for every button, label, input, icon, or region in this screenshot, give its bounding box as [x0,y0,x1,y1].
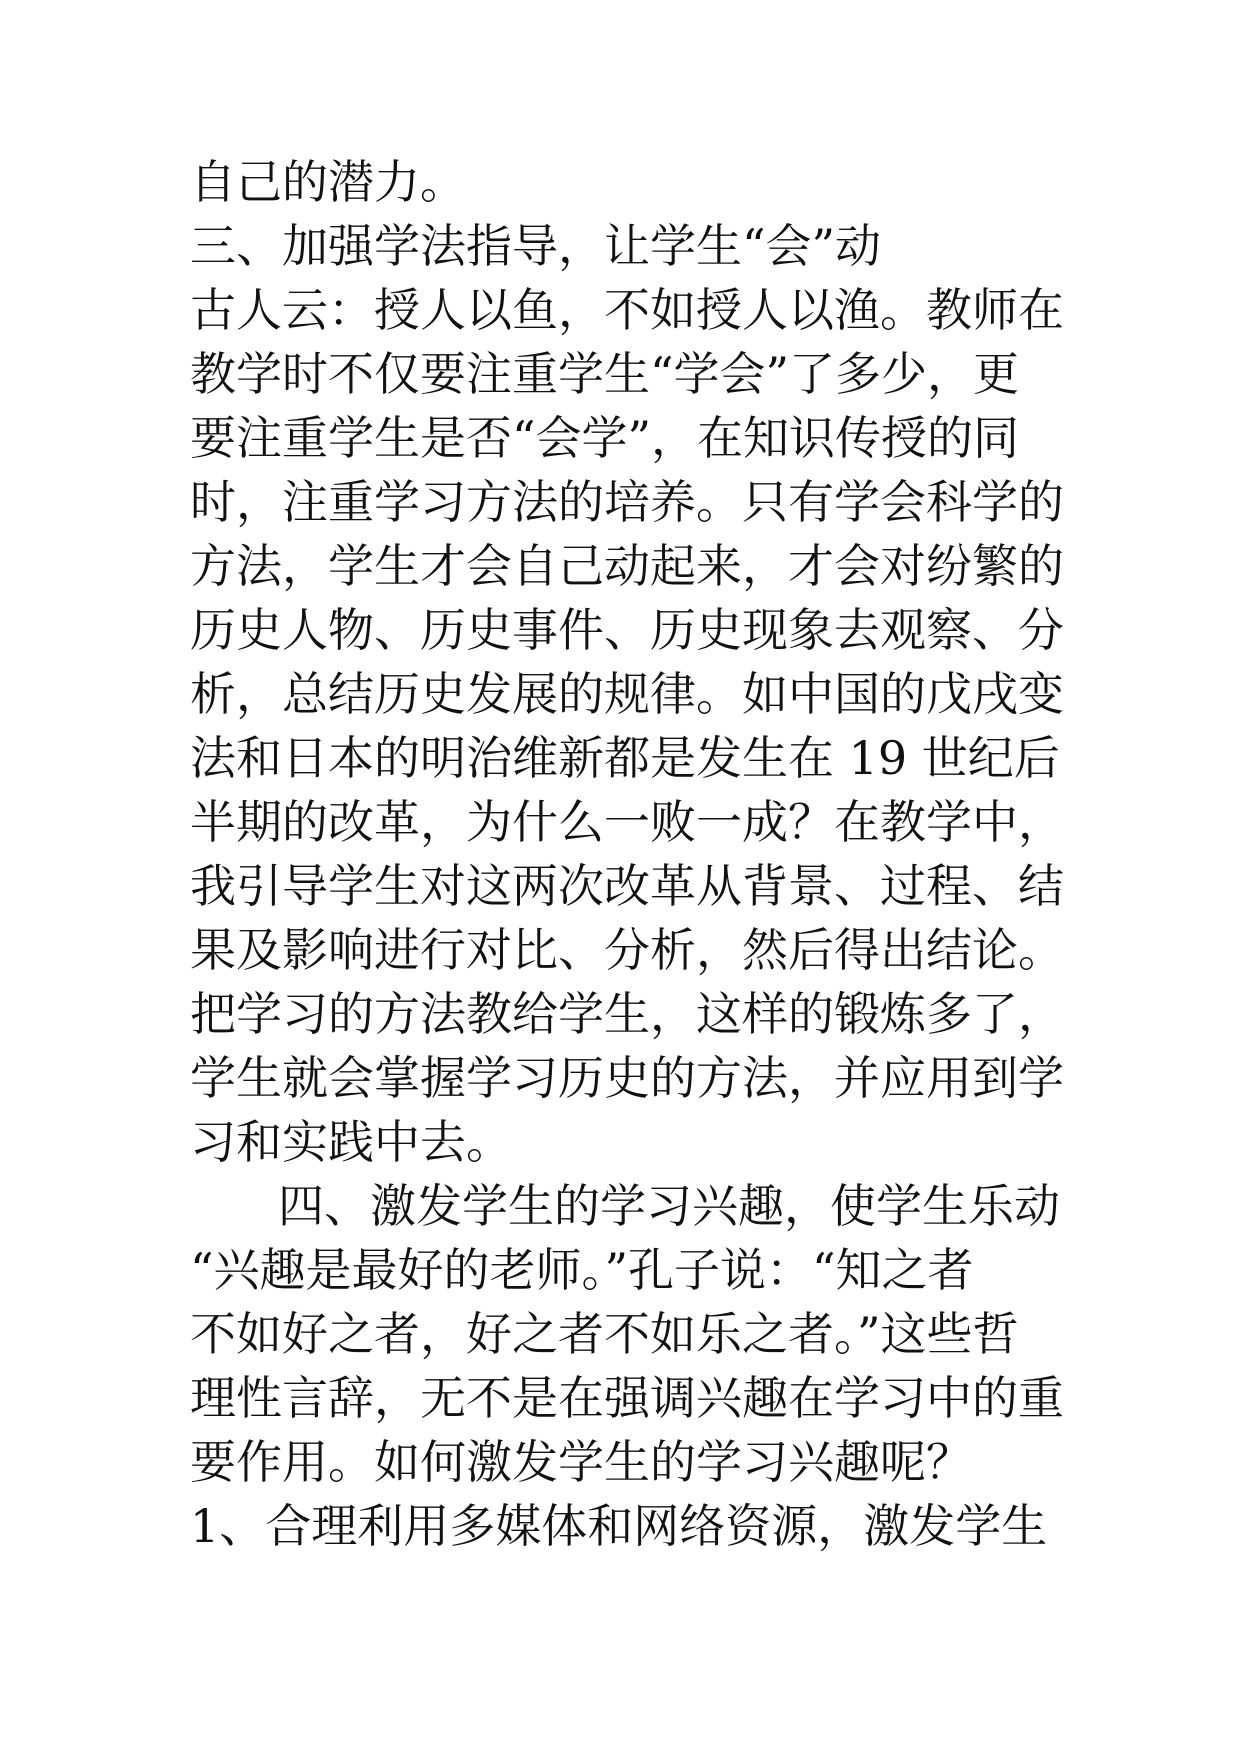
text-line: 析，总结历史发展的规律。如中国的戊戌变 [190,667,1064,721]
text-line: 把学习的方法教给学生，这样的锻炼多了， [190,987,1064,1041]
text-line: 习和实践中去。 [190,1115,512,1169]
text-line: 方法，学生才会自己动起来，才会对纷繁的 [190,539,1064,593]
text-line: 历史人物、历史事件、历史现象去观察、分 [190,603,1064,657]
text-line: 教学时不仅要注重学生“学会”了多少，更 [190,347,1020,401]
section-heading: 三、加强学法指导，让学生“会”动 [190,219,882,273]
text-line: 要作用。如何激发学生的学习兴趣呢？ [190,1435,972,1489]
text-line: 古人云：授人以鱼，不如授人以渔。教师在 [190,283,1064,337]
text-line: 学生就会掌握学习历史的方法，并应用到学 [190,1051,1064,1105]
text-line: 1、合理利用多媒体和网络资源，激发学生 [190,1499,1048,1553]
text-line: 自己的潜力。 [190,155,466,209]
text-line: “兴趣是最好的老师。”孔子说：“知之者 [190,1243,974,1297]
text-line: 我引导学生对这两次改革从背景、过程、结 [190,859,1064,913]
section-heading: 四、激发学生的学习兴趣，使学生乐动 [278,1179,1060,1233]
text-line: 时，注重学习方法的培养。只有学会科学的 [190,475,1064,529]
text-line: 理性言辞，无不是在强调兴趣在学习中的重 [190,1371,1064,1425]
text-line: 不如好之者，好之者不如乐之者。”这些哲 [190,1307,1019,1361]
text-line: 半期的改革，为什么一败一成？在教学中， [190,795,1064,849]
text-line: 要注重学生是否“会学”，在知识传授的同 [190,411,1020,465]
text-line: 果及影响进行对比、分析，然后得出结论。 [190,923,1064,977]
text-line: 法和日本的明治维新都是发生在 19 世纪后 [190,731,1060,785]
